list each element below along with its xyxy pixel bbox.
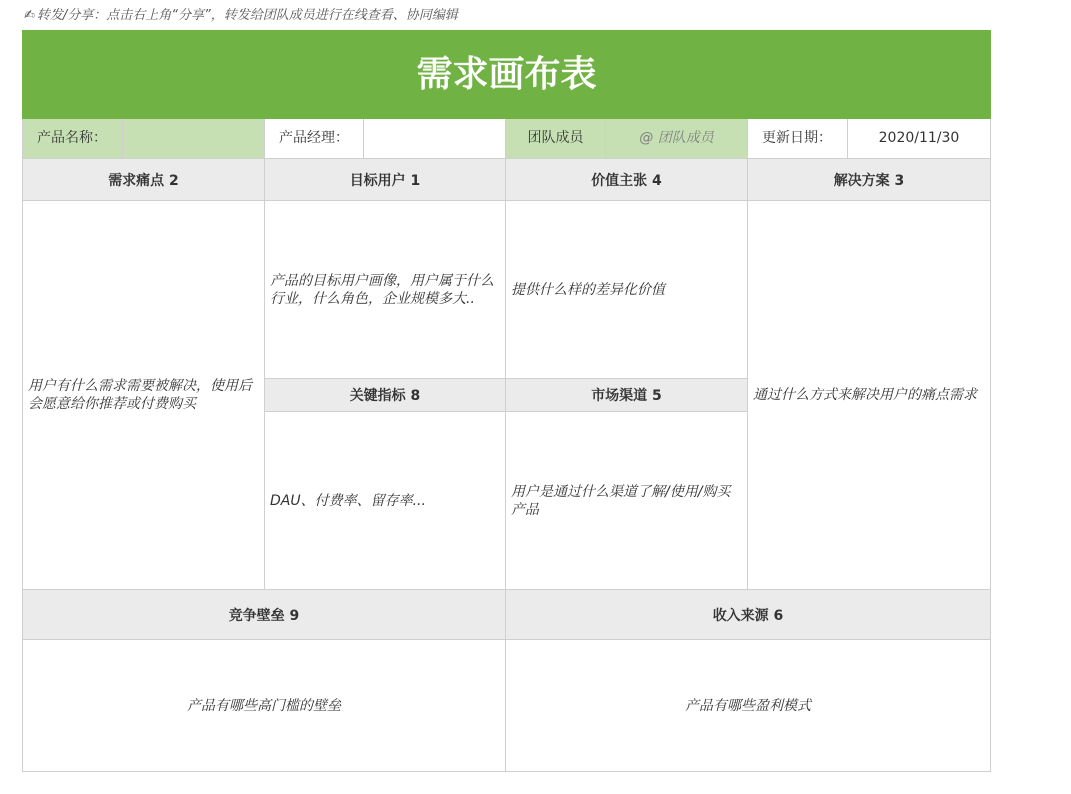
team-members-mention[interactable]: @ 团队成员 xyxy=(606,119,748,159)
update-date-value[interactable]: 2020/11/30 xyxy=(848,119,991,159)
update-date-label: 更新日期： xyxy=(748,119,848,159)
product-manager-label: 产品经理： xyxy=(265,119,364,159)
solution-header: 解决方案 3 xyxy=(748,159,991,201)
product-name-input[interactable] xyxy=(123,119,265,159)
target-users-header: 目标用户 1 xyxy=(265,159,506,201)
product-name-label: 产品名称： xyxy=(22,119,123,159)
share-tip xyxy=(24,6,458,26)
market-channels-header: 市场渠道 5 xyxy=(506,379,748,412)
team-members-label: 团队成员 xyxy=(506,119,606,159)
competitive-barriers-header: 竞争壁垒 9 xyxy=(22,590,506,640)
value-proposition-header: 价值主张 4 xyxy=(506,159,748,201)
pain-points-header: 需求痛点 2 xyxy=(22,159,265,201)
pain-points-body[interactable]: 用户有什么需求需要被解决，使用后会愿意给你推荐或付费购买 xyxy=(22,201,265,590)
key-metrics-body[interactable]: DAU、付费率、留存率... xyxy=(265,412,506,590)
revenue-sources-header: 收入来源 6 xyxy=(506,590,991,640)
competitive-barriers-body[interactable]: 产品有哪些高门槛的壁垒 xyxy=(22,640,506,772)
target-users-body[interactable]: 产品的目标用户画像，用户属于什么行业，什么角色，企业规模多大.. xyxy=(265,201,506,379)
sheet-title: 需求画布表 xyxy=(22,30,991,119)
share-tip-text: 转发/分享：点击右上角“分享”，转发给团队成员进行在线查看、协同编辑 xyxy=(36,8,458,23)
key-metrics-header: 关键指标 8 xyxy=(265,379,506,412)
solution-body[interactable]: 通过什么方式来解决用户的痛点需求 xyxy=(748,201,991,590)
writing-hand-icon: ✍ xyxy=(24,8,35,23)
market-channels-body[interactable]: 用户是通过什么渠道了解/使用/购买产品 xyxy=(506,412,748,590)
revenue-sources-body[interactable]: 产品有哪些盈利模式 xyxy=(506,640,991,772)
requirement-canvas-sheet xyxy=(22,30,991,772)
product-manager-input[interactable] xyxy=(364,119,506,159)
value-proposition-body[interactable]: 提供什么样的差异化价值 xyxy=(506,201,748,379)
